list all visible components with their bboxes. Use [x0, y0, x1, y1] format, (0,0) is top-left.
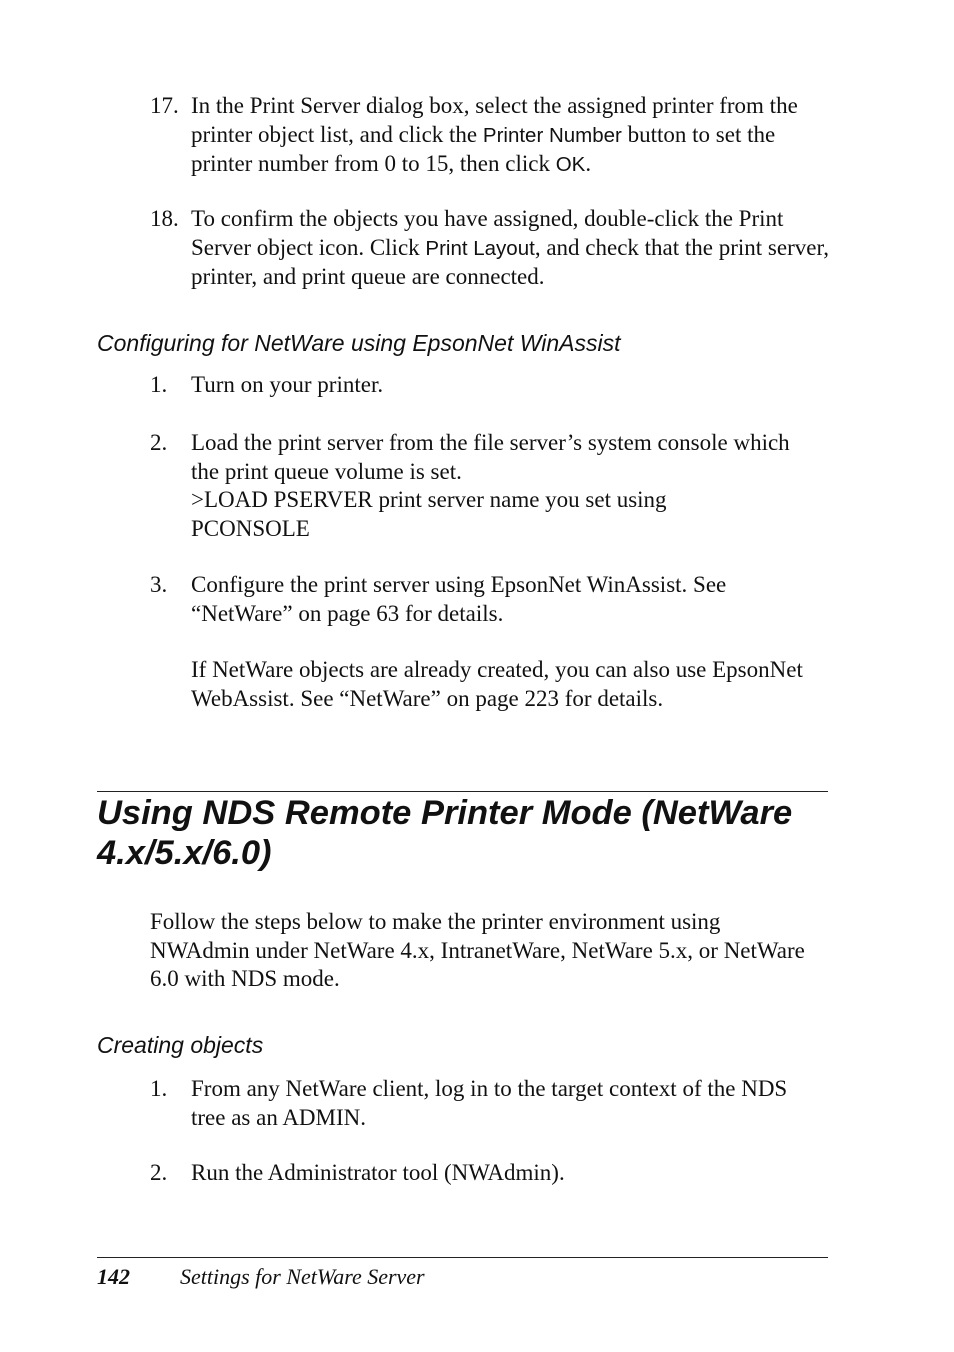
step-text: Turn on your printer. [191, 372, 384, 397]
step-number: 2. [150, 430, 168, 455]
section-title: Using NDS Remote Printer Mode (NetWare 4.x/5.x/6.0) [97, 794, 793, 872]
step-command: >LOAD PSERVER print server name you set using PCONSOLE [191, 487, 667, 541]
step-number: 1. [150, 1076, 168, 1101]
ui-term: OK [555, 153, 586, 176]
footer-title: Settings for NetWare Server [180, 1264, 425, 1289]
step-text-part: In the Print Server dialog box, select the assigned printer from the printer object list, and click the [191, 93, 798, 147]
step-text-part: To confirm the objects you have assigned, double-click the Print Server object icon. Click [191, 206, 784, 260]
step-text-part: . [585, 151, 592, 176]
step-text [191, 205, 841, 292]
step-note: If NetWare objects are already created, you can also use EpsonNet WebAssist. See “NetWare” on page 223 for details. [191, 657, 803, 711]
step-text-part: , and check that the print server, printer, and print queue are connected. [191, 234, 829, 289]
section-rule [97, 791, 828, 792]
step-number: 3. [150, 572, 168, 597]
step-text: Run the Administrator tool (NWAdmin). [191, 1160, 565, 1185]
step-text: Load the print server from the file server’s system console which the print queue volume is set. [191, 430, 790, 484]
subheading: Creating objects [97, 1032, 264, 1058]
step-number: 2. [150, 1160, 168, 1185]
step-text: Configure the print server using EpsonNet WinAssist. See “NetWare” on page 63 for details. [191, 572, 727, 626]
ui-term: Printer Number [482, 123, 622, 147]
step-number: 17. [150, 93, 179, 118]
ui-term: Print Layout [425, 236, 535, 260]
footer-rule [97, 1257, 828, 1258]
step-text: From any NetWare client, log in to the target context of the NDS tree as an ADMIN. [191, 1076, 788, 1130]
step-number: 1. [150, 372, 168, 397]
step-text [191, 92, 841, 180]
step-text-part: button to set the printer number from 0 to 15, then click [191, 121, 776, 176]
section-intro: Follow the steps below to make the printer environment using NWAdmin under NetWare 4.x, IntranetWare, NetWare 5.x, or NetWare 6.0 with NDS mode. [150, 909, 805, 991]
subheading: Configuring for NetWare using EpsonNet WinAssist [97, 330, 621, 356]
page-number: 142 [97, 1264, 130, 1289]
step-number: 18. [150, 206, 179, 231]
